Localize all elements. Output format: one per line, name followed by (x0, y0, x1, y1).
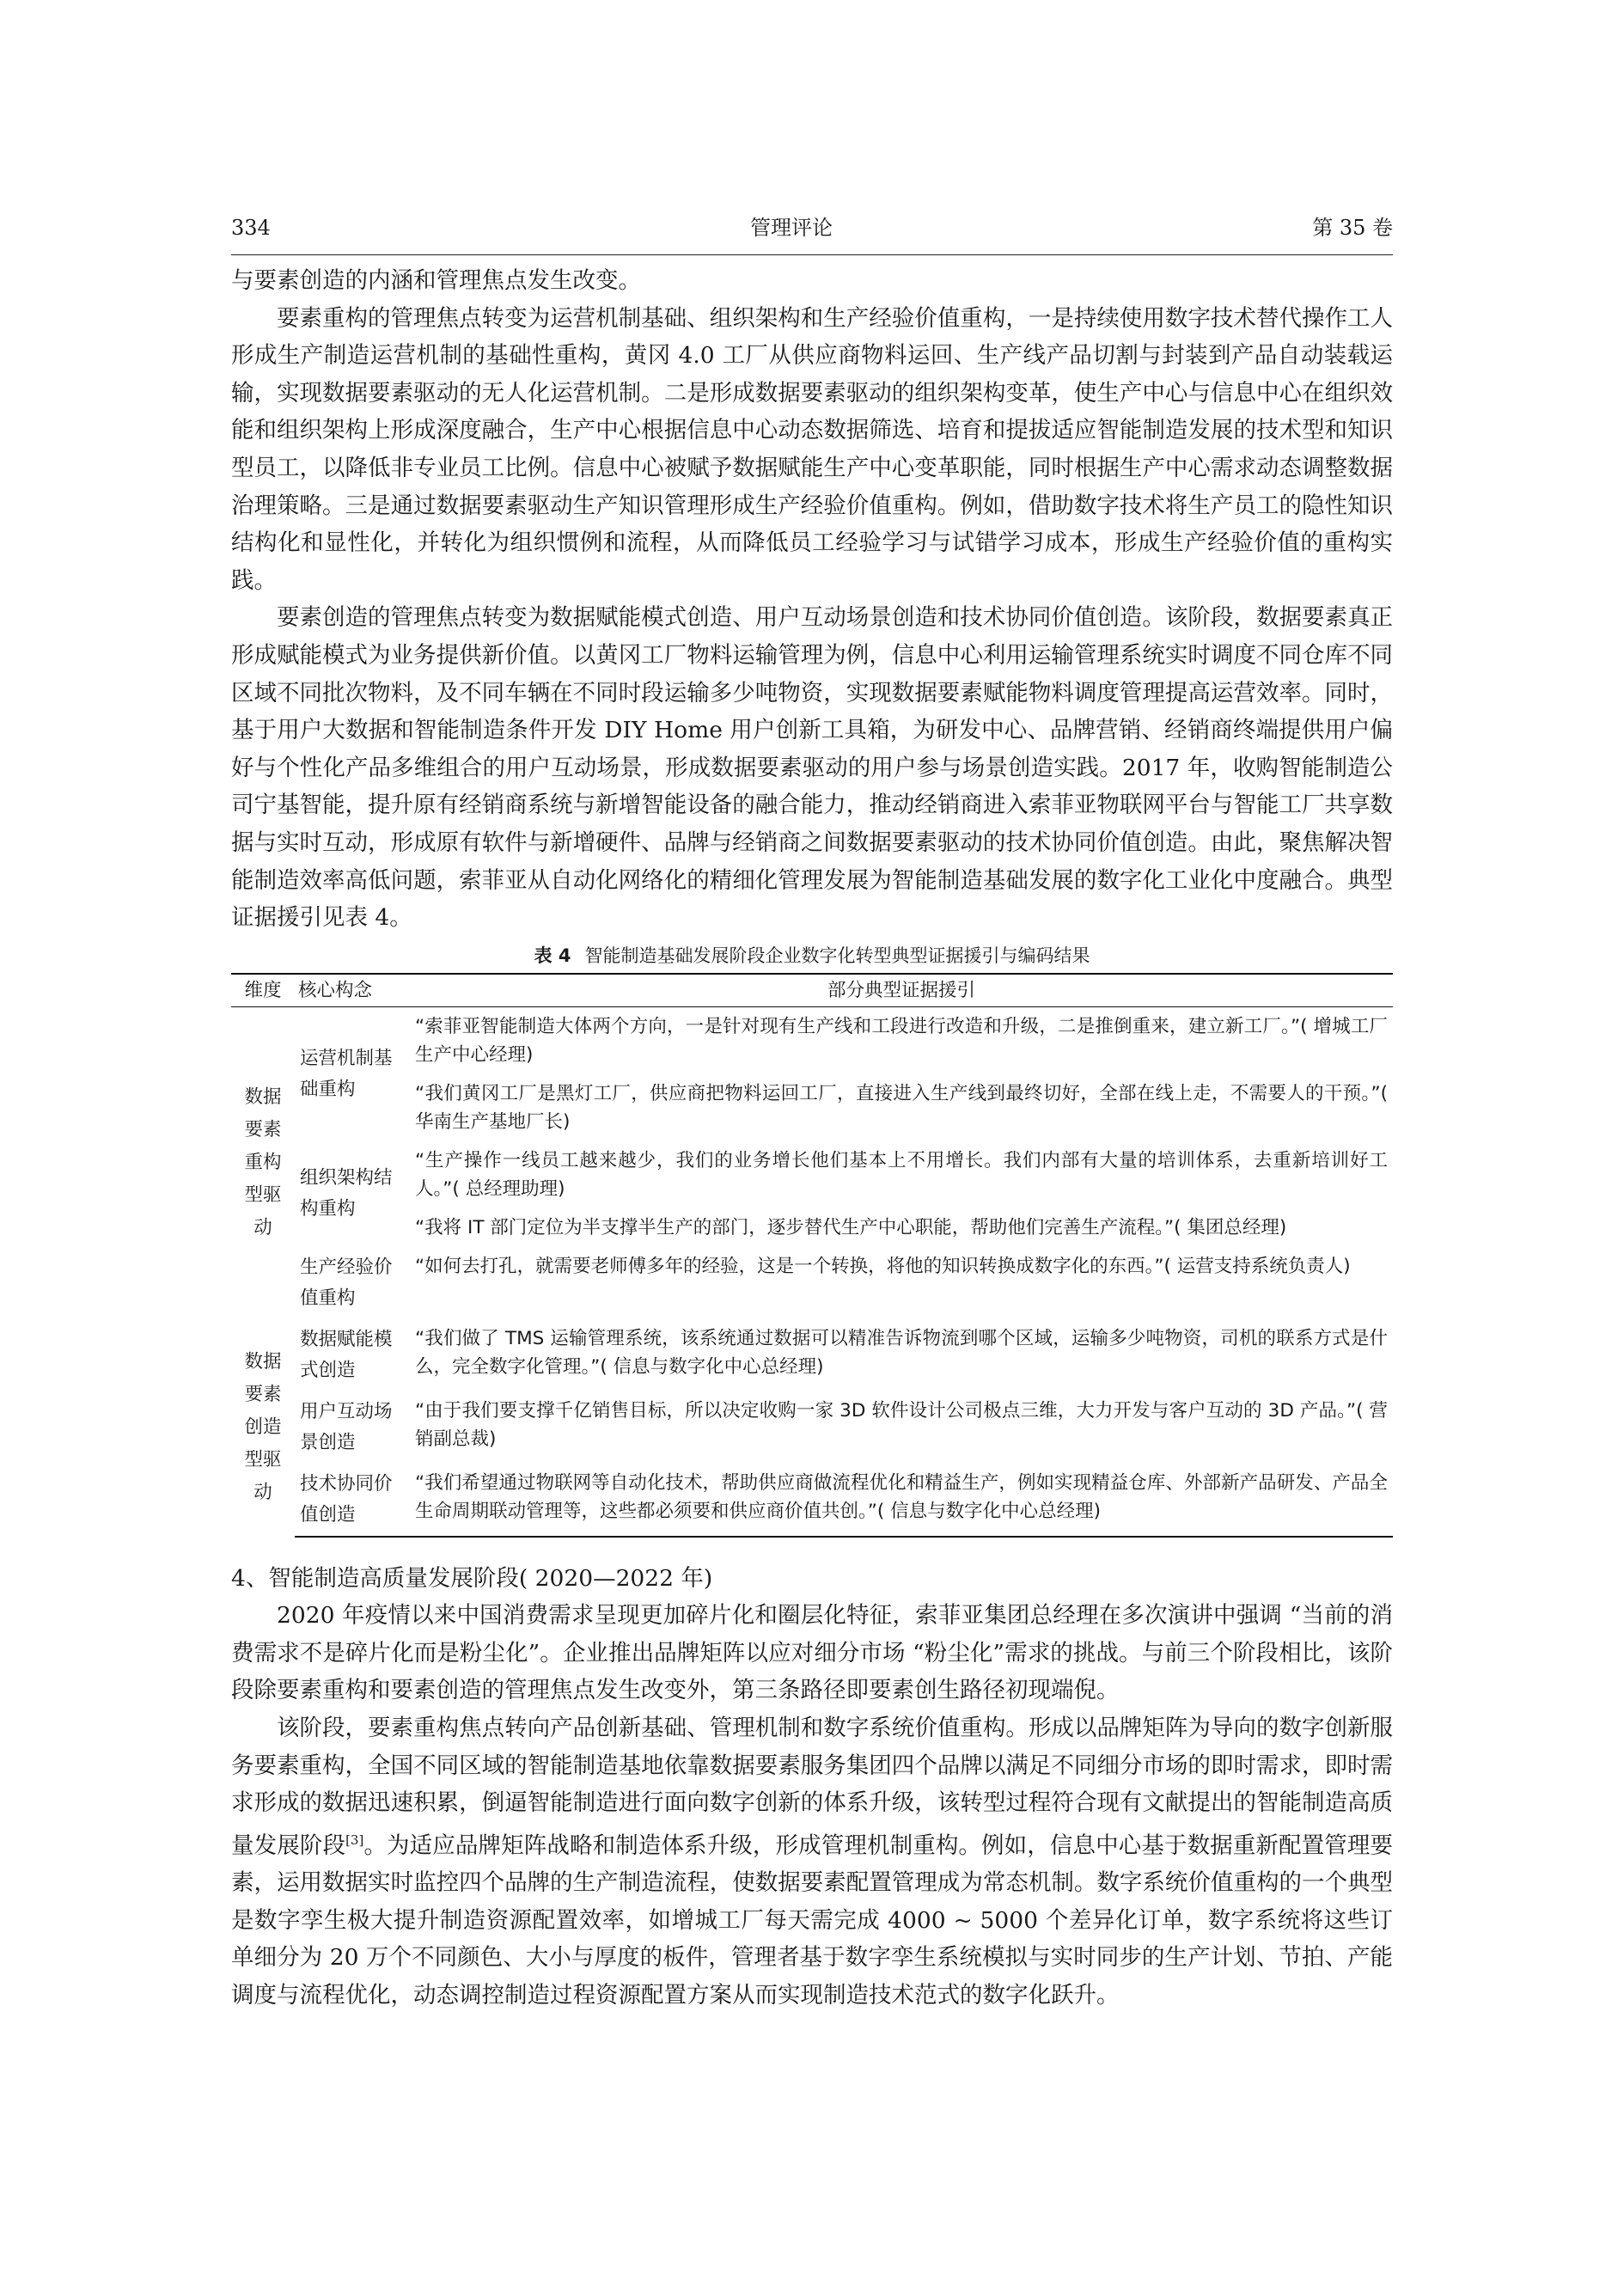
journal-title: 管理评论 (750, 216, 833, 240)
page (231, 215, 1393, 2015)
core-cell (295, 1464, 410, 1537)
core-construct-label: 数据赋能模式创造 (300, 1328, 393, 1381)
dimension-label: 数据要素创造型驱动 (244, 1351, 282, 1504)
table-row (231, 1247, 1393, 1319)
paragraph-part: 该阶段，要素重构焦点转向产品创新基础、管理机制和数字系统价值重构。形成以品牌矩阵为导向的数字创新服务要素重构，全国不同区域的智能制造基地依靠数据要素服务集团四个品牌以满足不同细分市场的即时需求，即时需求形成的数据迅速积累，倒逼智能制造进行面向数字创新的体系升级，该转型过程符合现有文献提出的智能制造高质量发展阶段 (231, 1715, 1393, 1859)
page-number: 334 (231, 216, 271, 240)
paragraph-continued: 与要素创造的内涵和管理焦点发生改变。 (231, 267, 641, 294)
core-construct-label: 技术协同价值创造 (300, 1472, 393, 1526)
paragraph: 2020 年疫情以来中国消费需求呈现更加碎片化和圈层化特征，索菲亚集团总经理在多次演讲中强调 “当前的消费需求不是碎片化而是粉尘化”。企业推出品牌矩阵以应对细分市场 “粉尘化”需求的挑战。与前三个阶段相比，该阶段除要素重构和要素创造的管理焦点发生改变外，第三条路径即要素创生路径初现端倪。 (231, 1602, 1393, 1704)
table-number: 表 4 (534, 945, 571, 966)
header-evidence: 部分典型证据援引 (410, 974, 1393, 1007)
table-title: 智能制造基础发展阶段企业数字化转型典型证据援引与编码结果 (584, 945, 1090, 966)
header-dimension: 维度 (231, 974, 295, 1007)
body-text-continued (231, 1560, 1393, 2015)
evidence-cell: “如何去打孔，就需要老师傅多年的经验，这是一个转换，将他的知识转换成数字化的东西。”( 运营支持系统负责人) (415, 1255, 1351, 1277)
evidence-cell: “我们黄冈工厂是黑灯工厂，供应商把物料运回工厂，直接进入生产线到最终切好，全部在线上走，不需要人的干预。”( 华南生产基地厂长) (415, 1082, 1388, 1133)
citation-link[interactable]: [3] (345, 1832, 364, 1848)
running-head (231, 215, 1393, 255)
table-header-row (231, 974, 1393, 1007)
table-row (231, 1464, 1393, 1537)
table-row (231, 1006, 1393, 1074)
table-row (231, 1319, 1393, 1391)
evidence-cell: “我们做了 TMS 运输管理系统，该系统通过数据可以精准告诉物流到哪个区域，运输多少吨物资，司机的联系方式是什么，完全数字化管理。”( 信息与数字化中心总经理) (415, 1327, 1388, 1378)
core-cell (295, 1006, 410, 1141)
evidence-cell: “我们希望通过物联网等自动化技术，帮助供应商做流程优化和精益生产，例如实现精益仓库、外部新产品研发、产品全生命周期联动管理等，这些都必须要和供应商价值共创。”( 信息与数字化中心总经理) (410, 1464, 1393, 1537)
dimension-label: 数据要素重构型驱动 (244, 1086, 282, 1239)
dimension-cell (231, 1319, 295, 1537)
table-row (231, 1141, 1393, 1208)
core-cell (295, 1141, 410, 1247)
evidence-cell: “索菲亚智能制造大体两个方向，一是针对现有生产线和工段进行改造和升级，二是推倒重来，建立新工厂。”( 增城工厂生产中心经理) (415, 1015, 1388, 1066)
body-text (231, 262, 1393, 937)
table-caption (231, 942, 1393, 969)
header-core-construct: 核心构念 (295, 974, 410, 1007)
core-construct-label: 用户互动场景创造 (300, 1400, 393, 1453)
paragraph: 要素重构的管理焦点转变为运营机制基础、组织架构和生产经验价值重构，一是持续使用数字技术替代操作工人形成生产制造运营机制的基础性重构，黄冈 4.0 工厂从供应商物料运回、生产线产品切割与封装到产品自动装载运输，实现数据要素驱动的无人化运营机制。二是形成数据要素驱动的组织架构变革，使生产中心与信息中心在组织效能和组织架构上形成深度融合，生产中心根据信息中心动态数据筛选、培育和提拔适应智能制造发展的技术型和知识型员工，以降低非专业员工比例。信息中心被赋予数据赋能生产中心变革职能，同时根据生产中心需求动态调整数据治理策略。三是通过数据要素驱动生产知识管理形成生产经验价值重构。例如，借助数字技术将生产员工的隐性知识结构化和显性化，并转化为组织惯例和流程，从而降低员工经验学习与试错学习成本，形成生产经验价值的重构实践。 (231, 304, 1393, 594)
evidence-cell: “生产操作一线员工越来越少，我们的业务增长他们基本上不用增长。我们内部有大量的培训体系，去重新培训好工人。”( 总经理助理) (415, 1149, 1388, 1200)
volume-label: 第 35 卷 (1312, 216, 1393, 240)
section-heading: 4、智能制造高质量发展阶段( 2020—2022 年) (231, 1564, 713, 1592)
dimension-cell (231, 1006, 295, 1319)
table-row (231, 1391, 1393, 1464)
paragraph (231, 1709, 1393, 2015)
core-cell (295, 1319, 410, 1391)
evidence-cell: “我将 IT 部门定位为半支撑半生产的部门，逐步替代生产中心职能，帮助他们完善生产流程。”( 集团总经理) (415, 1216, 1287, 1238)
paragraph-part: 。为适应品牌矩阵战略和制造体系升级，形成管理机制重构。例如，信息中心基于数据重新配置管理要素，运用数据实时监控四个品牌的生产制造流程，使数据要素配置管理成为常态机制。数字系统价值重构的一个典型是数字孪生极大提升制造资源配置效率，如增城工厂每天需完成 4000 ~ 5000 个差异化订单，数字系统将这些订单细分为 20 万个不同颜色、大小与厚度的板件，管理者基于数字孪生系统模拟与实时同步的生产计划、节拍、产能调度与流程优化，动态调控制造过程资源配置方案从而实现制造技术范式的数字化跃升。 (231, 1832, 1394, 2009)
core-cell (295, 1247, 410, 1319)
evidence-table (231, 973, 1393, 1538)
core-construct-label: 组织架构结构重构 (300, 1167, 393, 1220)
core-construct-label: 生产经验价值重构 (300, 1256, 393, 1309)
evidence-cell: “由于我们要支撑千亿销售目标，所以决定收购一家 3D 软件设计公司极点三维，大力开发与客户互动的 3D 产品。”( 营销副总裁) (415, 1399, 1388, 1450)
core-construct-label: 运营机制基础重构 (300, 1047, 393, 1100)
paragraph: 要素创造的管理焦点转变为数据赋能模式创造、用户互动场景创造和技术协同价值创造。该阶段，数据要素真正形成赋能模式为业务提供新价值。以黄冈工厂物料运输管理为例，信息中心利用运输管理系统实时调度不同仓库不同区域不同批次物料，及不同车辆在不同时段运输多少吨物资，实现数据要素赋能物料调度管理提高运营效率。同时，基于用户大数据和智能制造条件开发 DIY Home 用户创新工具箱，为研发中心、品牌营销、经销商终端提供用户偏好与个性化产品多维组合的用户互动场景，形成数据要素驱动的用户参与场景创造实践。2017 年，收购智能制造公司宁基智能，提升原有经销商系统与新增智能设备的融合能力，推动经销商进入索菲亚物联网平台与智能工厂共享数据与实时互动，形成原有软件与新增硬件、品牌与经销商之间数据要素驱动的技术协同价值创造。由此，聚焦解决智能制造效率高低问题，索菲亚从自动化网络化的精细化管理发展为智能制造基础发展的数字化工业化中度融合。典型证据援引见表 4。 (231, 604, 1393, 932)
core-cell (295, 1391, 410, 1464)
